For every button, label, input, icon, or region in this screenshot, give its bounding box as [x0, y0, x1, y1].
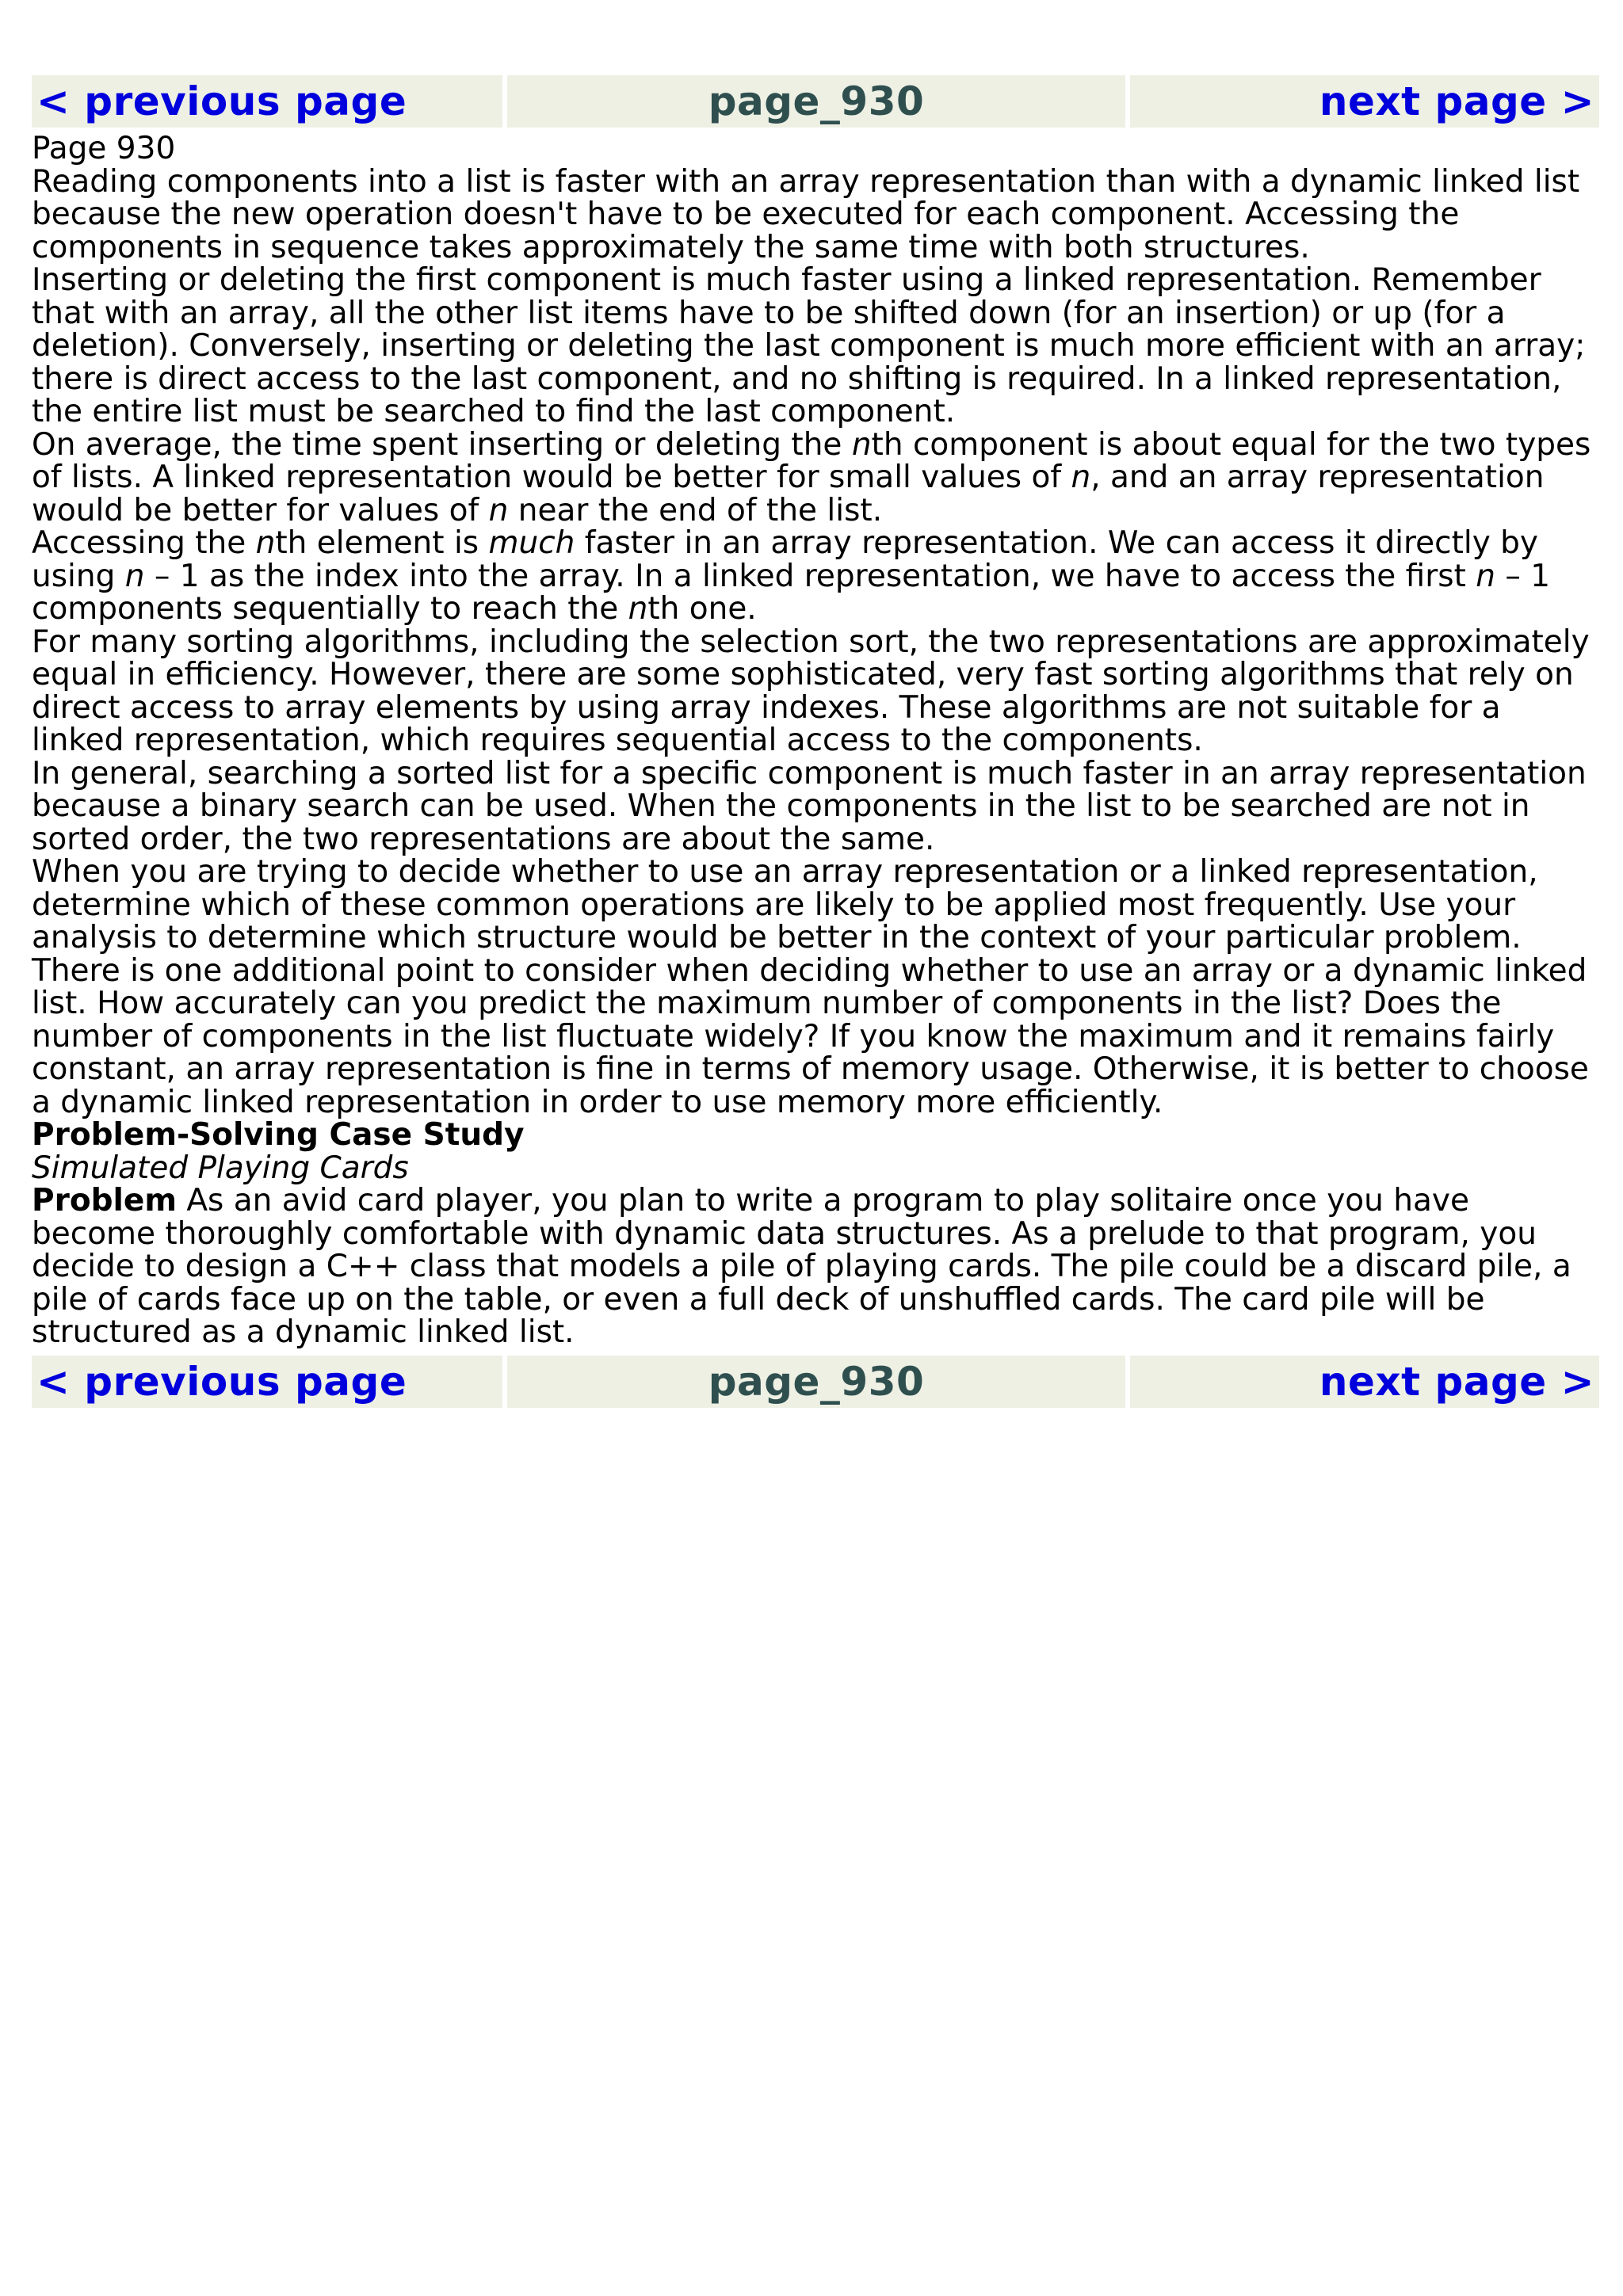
italic-n: n	[1476, 558, 1496, 594]
text-run: Accessing the	[32, 525, 256, 561]
page-content	[32, 128, 1599, 1356]
paragraph-problem	[32, 1184, 1599, 1349]
text-run: near the end of the list.	[508, 492, 883, 528]
previous-page-link[interactable]: < previous page	[32, 75, 502, 128]
italic-n: n	[488, 492, 509, 528]
case-study-heading: Problem-Solving Case Study	[32, 1117, 525, 1153]
next-page-link[interactable]: next page >	[1130, 1356, 1599, 1408]
italic-n: n	[124, 558, 145, 594]
paragraph-inserting-deleting-first: Inserting or deleting the first component is much faster using a linked representation. Remember that with an array, all the other list items have to be shifted down (for an insertion) or up (for a deletion). Conversely, inserting or deleting the last component is much more efficient with an array; there is direct access to the last component, and no shifting is required. In a linked representation, the entire list must be searched to find the last component.	[32, 262, 1586, 429]
italic-n: n	[255, 525, 276, 561]
text-run: th element is	[275, 525, 489, 561]
italic-n: n	[628, 591, 648, 627]
text-run: faster in an array representation. We can access it directly by using	[32, 525, 1539, 594]
paragraph-reading-components: Reading components into a list is faster with an array representation than with a dynamic linked list because the new operation doesn't have to be executed for each component. Accessing the components in sequence takes approximately the same time with both structures.	[32, 163, 1580, 265]
top-nav-bar	[32, 75, 1599, 128]
text-run: As an avid card player, you plan to write a program to play solitaire once you have become thoroughly comfortable with dynamic data structures. As a prelude to that program, you decide to design a C++ class that models a pile of playing cards. The pile could be a discard pile, a pile of cards face up on the table, or even a full deck of unshuffled cards. The card pile will be structured as a dynamic linked list.	[32, 1183, 1571, 1350]
italic-n: n	[1071, 460, 1091, 495]
page-number: Page 930	[32, 131, 176, 166]
page-indicator: page_930	[507, 75, 1125, 128]
page	[32, 75, 1599, 1408]
paragraph-searching-sorted-list: In general, searching a sorted list for a specific component is much faster in an array representation because a binary search can be used. When the components in the list to be searched are not in sorted order, the two representations are about the same.	[32, 755, 1587, 857]
text-run: th one.	[647, 591, 757, 627]
paragraph-accessing-nth-element	[32, 527, 1599, 626]
paragraph-memory-usage: There is one additional point to consider when deciding whether to use an array or a dynamic linked list. How accurately can you predict the maximum number of components in the list? Does the number of components in the list fluctuate widely? If you know the maximum and it remains fairly constant, an array representation is fine in terms of memory usage. Otherwise, it is better to choose a dynamic linked representation in order to use memory more efficiently.	[32, 952, 1589, 1120]
text-run: On average, the time spent inserting or deleting the	[32, 426, 852, 463]
paragraph-deciding-representation: When you are trying to decide whether to use an array representation or a linked representation, determine which of these common operations are likely to be applied most frequently. Use your analysis to determine which structure would be better in the context of your particular problem.	[32, 854, 1538, 955]
previous-page-link[interactable]: < previous page	[32, 1356, 502, 1408]
italic-n: n	[851, 426, 872, 463]
text-run: – 1 as the index into the array. In a linked representation, we have to access the first	[144, 558, 1476, 594]
italic-much: much	[488, 525, 575, 561]
text-run: , and an array representation would be better for values of	[32, 460, 1545, 528]
bottom-nav-bar	[32, 1356, 1599, 1408]
paragraph-nth-component	[32, 426, 1599, 528]
text-run: – 1 components sequentially to reach the	[32, 558, 1551, 627]
text-run: th component is about equal for the two types of lists. A linked representation would be better for small values of	[32, 426, 1591, 495]
page-indicator: page_930	[507, 1356, 1125, 1408]
paragraph-sorting-algorithms: For many sorting algorithms, including the selection sort, the two representations are approximately equal in efficiency. However, there are some sophisticated, very fast sorting algorithms that rely on direct access to array elements by using array indexes. These algorithms are not suitable for a linked representation, which requires sequential access to the components.	[32, 624, 1590, 758]
next-page-link[interactable]: next page >	[1130, 75, 1599, 128]
case-study-subtitle: Simulated Playing Cards	[32, 1150, 409, 1186]
problem-label: Problem	[32, 1183, 177, 1219]
